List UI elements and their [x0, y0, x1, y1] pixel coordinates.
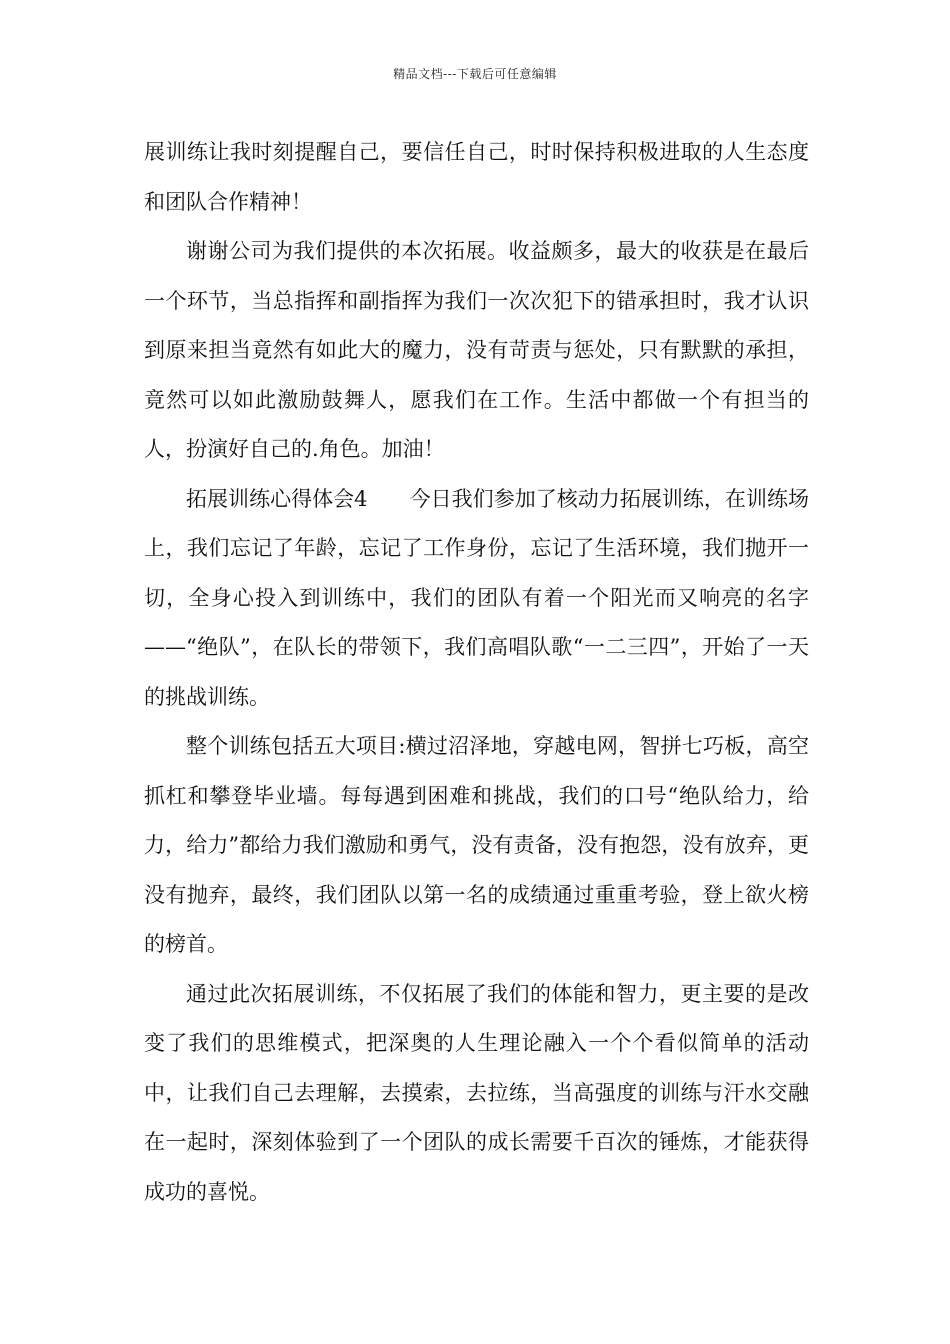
document-body [144, 128, 809, 1217]
paragraph-5: 通过此次拓展训练，不仅拓展了我们的体能和智力，更主要的是改变了我们的思维模式，把深奥的人生理论融入一个个看似简单的活动中，让我们自己去理解，去摸索，去拉练，当高强度的训练与汗水交融在一起时，深刻体验到了一个团队的成长需要千百次的锤炼，才能获得成功的喜悦。 [144, 981, 809, 1204]
page-header: 精品文档---下载后可任意编辑 [393, 67, 557, 81]
paragraph-4: 整个训练包括五大项目:横过沼泽地，穿越电网，智拼七巧板，高空抓杠和攀登毕业墙。每每遇到困难和挑战，我们的口号“绝队给力，给力，给力”都给力我们激励和勇气，没有责备，没有抱怨，没有放弃，更没有抛弃，最终，我们团队以第一名的成绩通过重重考验，登上欲火榜的榜首。 [144, 734, 809, 956]
paragraph-3: 拓展训练心得体会4 今日我们参加了核动力拓展训练，在训练场上，我们忘记了年龄，忘记了工作身份，忘记了生活环境，我们抛开一切，全身心投入到训练中，我们的团队有着一个阳光而又响亮的名字——“绝队”，在队长的带领下，我们高唱队歌“一二三四”，开始了一天的挑战训练。 [144, 486, 809, 709]
paragraph-1: 展训练让我时刻提醒自己，要信任自己，时时保持积极进取的人生态度和团队合作精神！ [144, 140, 809, 214]
paragraph-2: 谢谢公司为我们提供的本次拓展。收益颇多，最大的收获是在最后一个环节，当总指挥和副指挥为我们一次次犯下的错承担时，我才认识到原来担当竟然有如此大的魔力，没有苛责与惩处，只有默默的承担，竟然可以如此激励鼓舞人，愿我们在工作。生活中都做一个有担当的人，扮演好自己的.角色。加油！ [144, 239, 809, 461]
